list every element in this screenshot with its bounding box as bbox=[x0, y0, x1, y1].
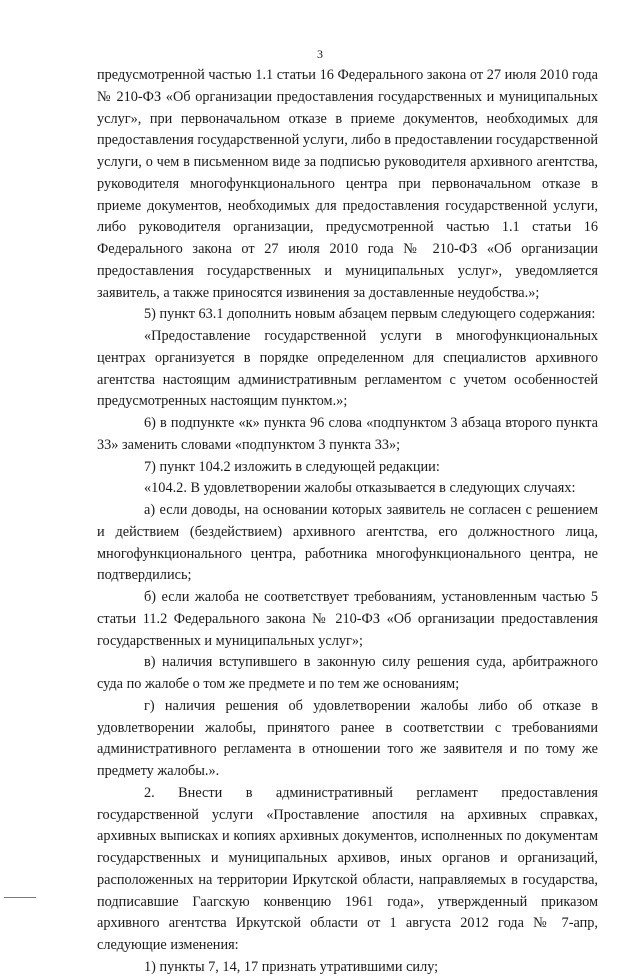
paragraph-sub-g: г) наличия решения об удовлетворении жалобы либо об отказе в удовлетворении жалобы, принятого ранее в соответствии с требованиями административного регламента в отношении того же заявителя и по тому же предмету жалобы.». bbox=[97, 697, 598, 779]
paragraph-sub-v: в) наличия вступившего в законную силу решения суда, арбитражного суда по жалобе о том же предмете и по тем же основаниям; bbox=[97, 654, 598, 692]
paragraph-104-2: «104.2. В удовлетворении жалобы отказывается в следующих случаях: bbox=[144, 480, 576, 497]
paragraph-item-5: 5) пункт 63.1 дополнить новым абзацем первым следующего содержания: bbox=[144, 306, 596, 323]
paragraph-item-7: 7) пункт 104.2 изложить в следующей редакции: bbox=[144, 458, 440, 475]
paragraph-sub-a: а) если доводы, на основании которых заявитель не согласен с решением и действием (бездействием) архивного агентства, его должностного лица, многофункционального центра, работника многофункционального центра, не подтвердились; bbox=[97, 502, 598, 584]
paragraph-sub-b: б) если жалоба не соответствует требованиям, установленным частью 5 статьи 11.2 Федерального закона № 210-ФЗ «Об организации предоставления государственных и муниципальных услуг»; bbox=[97, 589, 598, 649]
document-body bbox=[97, 65, 598, 979]
page-number: 3 bbox=[317, 47, 323, 61]
paragraph-item-6: 6) в подпункте «к» пункта 96 слова «подпунктом 3 абзаца второго пункта 33» заменить словами «подпунктом 3 пункта 33»; bbox=[97, 415, 598, 453]
corner-scan-mark bbox=[4, 897, 36, 898]
paragraph-continuation: предусмотренной частью 1.1 статьи 16 Федерального закона от 27 июля 2010 года № 210-ФЗ «Об организации предоставления государственных и муниципальных услуг», при первоначальном отказе в приеме документов, необходимых для предоставления государственной услуги, либо в предоставлении государственной услуги, о чем в письменном виде за подписью руководителя архивного агентства, руководителя многофункционального центра при первоначальном отказе в приеме документов, необходимых для предоставления государственной услуги, либо руководителя организации, предусмотренной частью 1.1 статьи 16 Федерального закона от 27 июля 2010 года № 210-ФЗ «Об организации предоставления государственных и муниципальных услуг», уведомляется заявитель, а также приносятся извинения за доставленные неудобства.»; bbox=[97, 67, 598, 301]
paragraph-item-1: 1) пункты 7, 14, 17 признать утратившими силу; bbox=[144, 958, 439, 975]
paragraph-quote-mfc: «Предоставление государственной услуги в многофункциональных центрах организуется в порядке определенном для специалистов архивного агентства настоящим административным регламентом с учетом особенностей предусмотренных настоящим пунктом.»; bbox=[97, 328, 598, 410]
paragraph-section-2: 2. Внести в административный регламент предоставления государственной услуги «Проставление апостиля на архивных справках, архивных выписках и копиях архивных документов, исполненных по документам государственных и муниципальных архивов, иных органов и организаций, расположенных на территории Иркутской области, направляемых в государства, подписавшие Гаагскую конвенцию 1961 года», утвержденный приказом архивного агентства Иркутской области от 1 августа 2012 года № 7-апр, следующие изменения: bbox=[97, 784, 598, 953]
